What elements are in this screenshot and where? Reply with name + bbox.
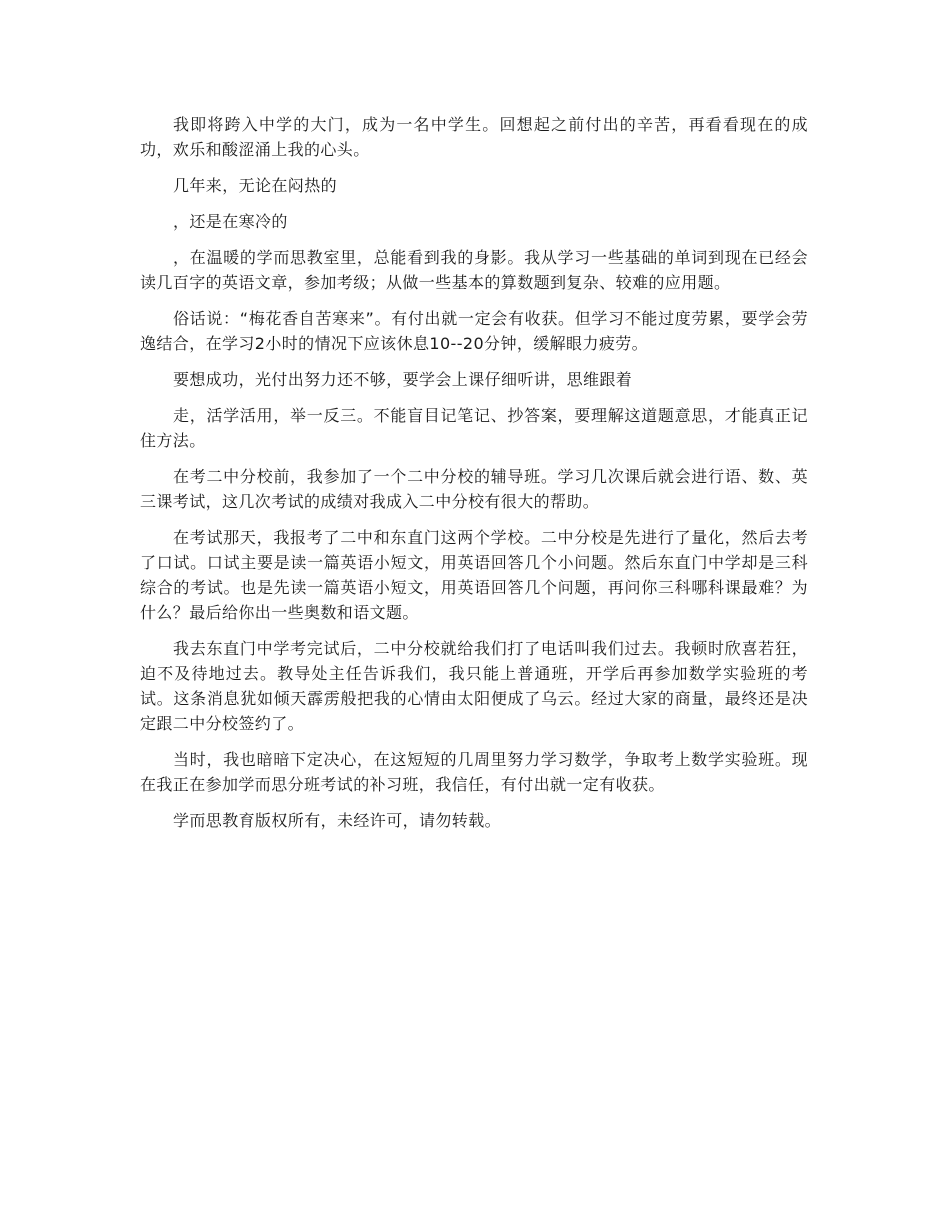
paragraph-9: 在考试那天，我报考了二中和东直门这两个学校。二中分校是先进行了量化，然后去考了口试。口试主要是读一篇英语小短文，用英语回答几个小问题。然后东直门中学却是三科综合的考试。也是先读一篇英语小短文，用英语回答几个问题，再问你三科哪科课最难？为什么？最后给你出一些奥数和语文题。 xyxy=(140,528,808,622)
paragraph-10: 我去东直门中学考完试后，二中分校就给我们打了电话叫我们过去。我顿时欣喜若狂，迫不及待地过去。教导处主任告诉我们，我只能上普通班，开学后再参加数学实验班的考试。这条消息犹如倾天霹雳般把我的心情由太阳便成了乌云。经过大家的商量，最终还是决定跟二中分校签约了。 xyxy=(140,639,808,733)
paragraph-3: ，还是在寒冷的 xyxy=(173,212,288,231)
paragraph-5: 俗话说：“梅花香自苦寒来”。有付出就一定会有收获。但学习不能过度劳累，要学会劳逸结合，在学习2小时的情况下应该休息10--20分钟，缓解眼力疲劳。 xyxy=(140,309,808,353)
paragraph-4: ，在温暖的学而思教室里，总能看到我的身影。我从学习一些基础的单词到现在已经会读几百字的英语文章，参加考级；从做一些基本的算数题到复杂、较难的应用题。 xyxy=(140,248,808,292)
copyright-notice: 学而思教育版权所有，未经许可，请勿转载。 xyxy=(173,811,502,830)
document-body xyxy=(140,112,808,844)
paragraph-2: 几年来，无论在闷热的 xyxy=(173,176,338,195)
paragraph-11: 当时，我也暗暗下定决心，在这短短的几周里努力学习数学，争取考上数学实验班。现在我正在参加学而思分班考试的补习班，我信任，有付出就一定有收获。 xyxy=(140,750,808,794)
paragraph-8: 在考二中分校前，我参加了一个二中分校的辅导班。学习几次课后就会进行语、数、英三课考试，这几次考试的成绩对我成入二中分校有很大的帮助。 xyxy=(140,467,808,511)
paragraph-6: 要想成功，光付出努力还不够，要学会上课仔细听讲，思维跟着 xyxy=(173,370,633,389)
paragraph-7: 走，活学活用，举一反三。不能盲目记笔记、抄答案，要理解这道题意思，才能真正记住方法。 xyxy=(140,406,808,450)
paragraph-1: 我即将跨入中学的大门，成为一名中学生。回想起之前付出的辛苦，再看看现在的成功，欢乐和酸涩涌上我的心头。 xyxy=(140,115,808,159)
